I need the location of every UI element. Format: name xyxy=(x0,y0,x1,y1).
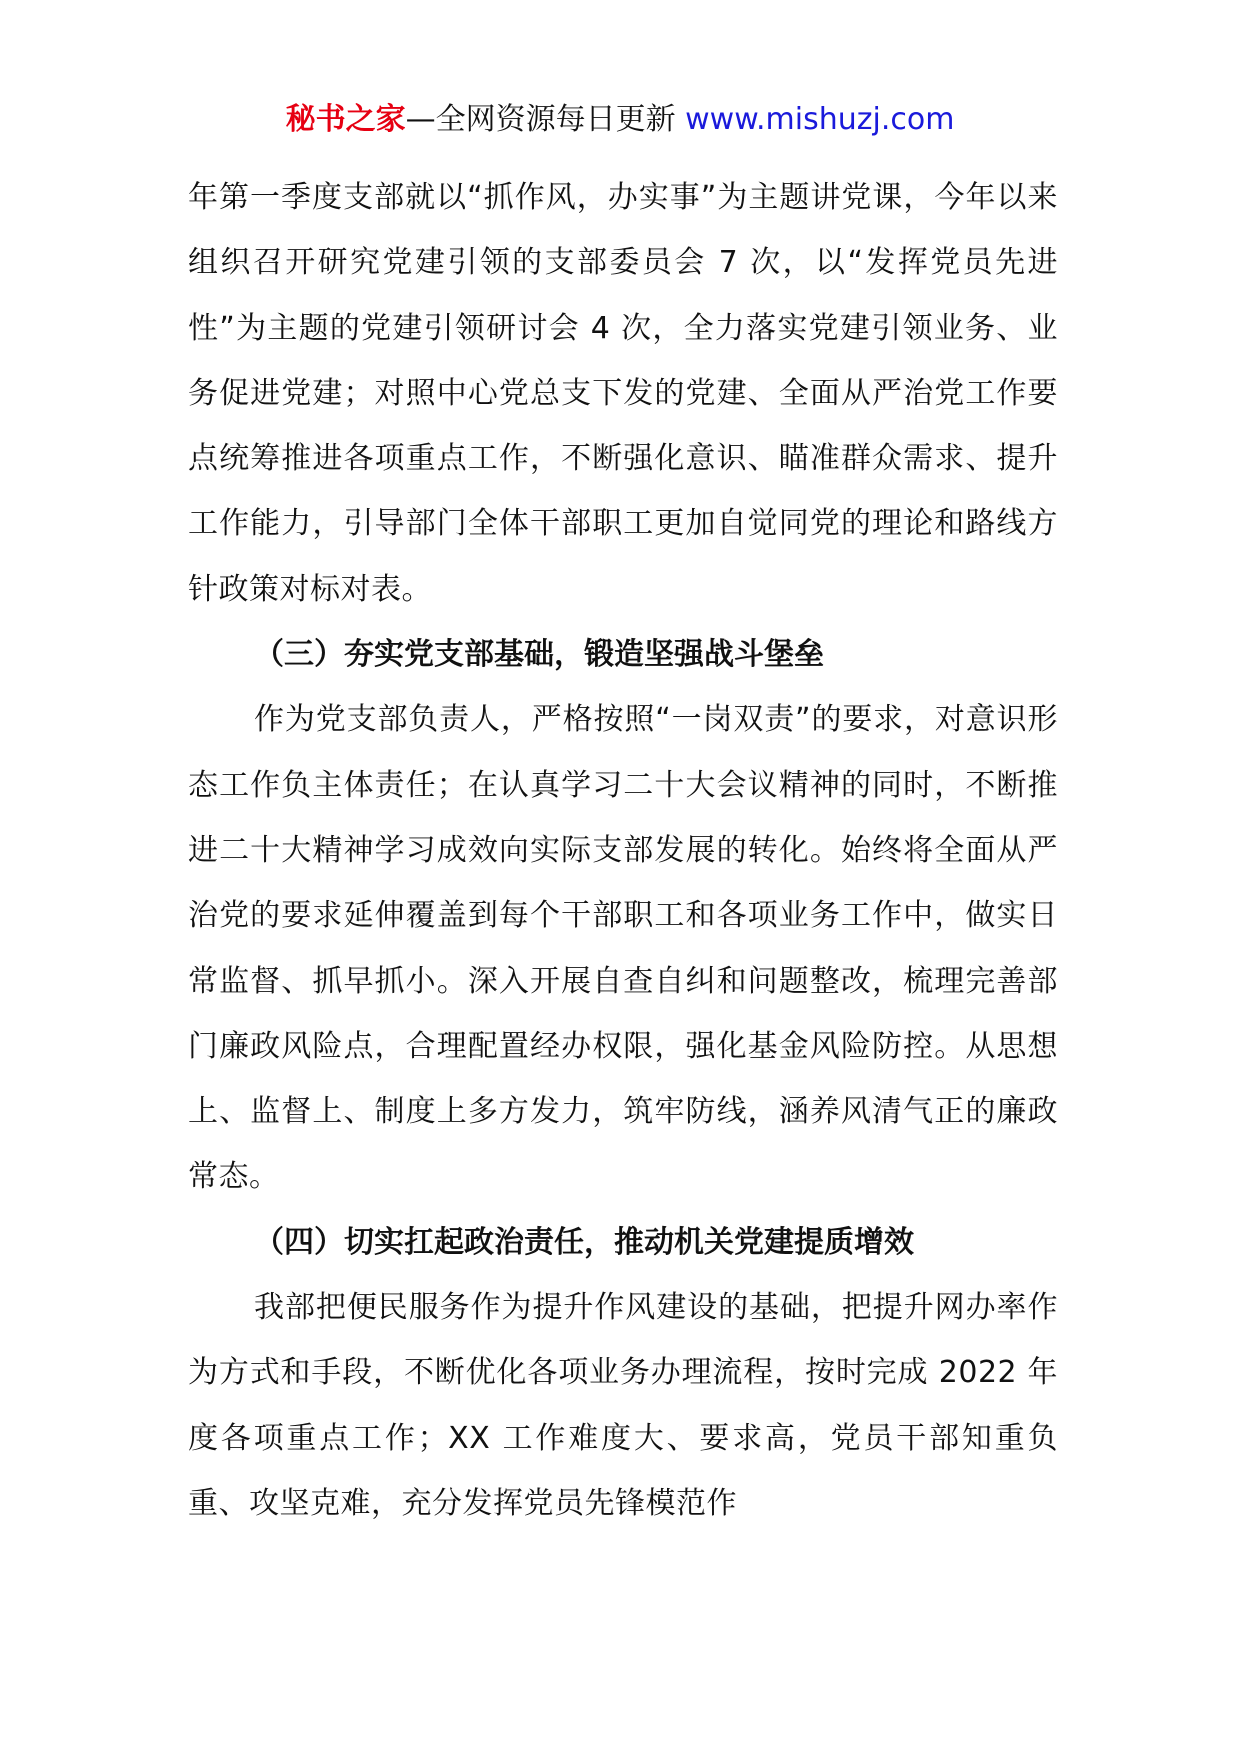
paragraph-section-4: 我部把便民服务作为提升作风建设的基础，把提升网办率作为方式和手段，不断优化各项业务办理流程，按时完成 2022 年度各项重点工作；XX 工作难度大、要求高，党员干部知重负重、攻坚克难，充分发挥党员先锋模范作 xyxy=(188,1290,1058,1521)
paragraph-continued: 年第一季度支部就以“抓作风，办实事”为主题讲党课，今年以来组织召开研究党建引领的支部委员会 7 次，以“发挥党员先进性”为主题的党建引领研讨会 4 次，全力落实党建引领业务、业务促进党建；对照中心党总支下发的党建、全面从严治党工作要点统筹推进各项重点工作，不断强化意识、瞄准群众需求、提升工作能力，引导部门全体干部职工更加自觉同党的理论和路线方针政策对标对表。 xyxy=(188,180,1058,607)
header-tagline: —全网资源每日更新 xyxy=(405,102,686,137)
brand-name: 秘书之家 xyxy=(285,102,406,137)
section-heading-3: （三）夯实党支部基础，锻造坚强战斗堡垒 xyxy=(254,637,824,673)
document-body xyxy=(188,165,1058,1536)
watermark-header xyxy=(0,100,1240,140)
website-url: www.mishuzj.com xyxy=(685,102,955,137)
paragraph-section-3: 作为党支部负责人，严格按照“一岗双责”的要求，对意识形态工作负主体责任；在认真学习二十大会议精神的同时，不断推进二十大精神学习成效向实际支部发展的转化。始终将全面从严治党的要求延伸覆盖到每个干部职工和各项业务工作中，做实日常监督、抓早抓小。深入开展自查自纠和问题整改，梳理完善部门廉政风险点，合理配置经办权限，强化基金风险防控。从思想上、监督上、制度上多方发力，筑牢防线，涵养风清气正的廉政常态。 xyxy=(188,702,1058,1195)
section-heading-4: （四）切实扛起政治责任，推动机关党建提质增效 xyxy=(254,1224,914,1260)
